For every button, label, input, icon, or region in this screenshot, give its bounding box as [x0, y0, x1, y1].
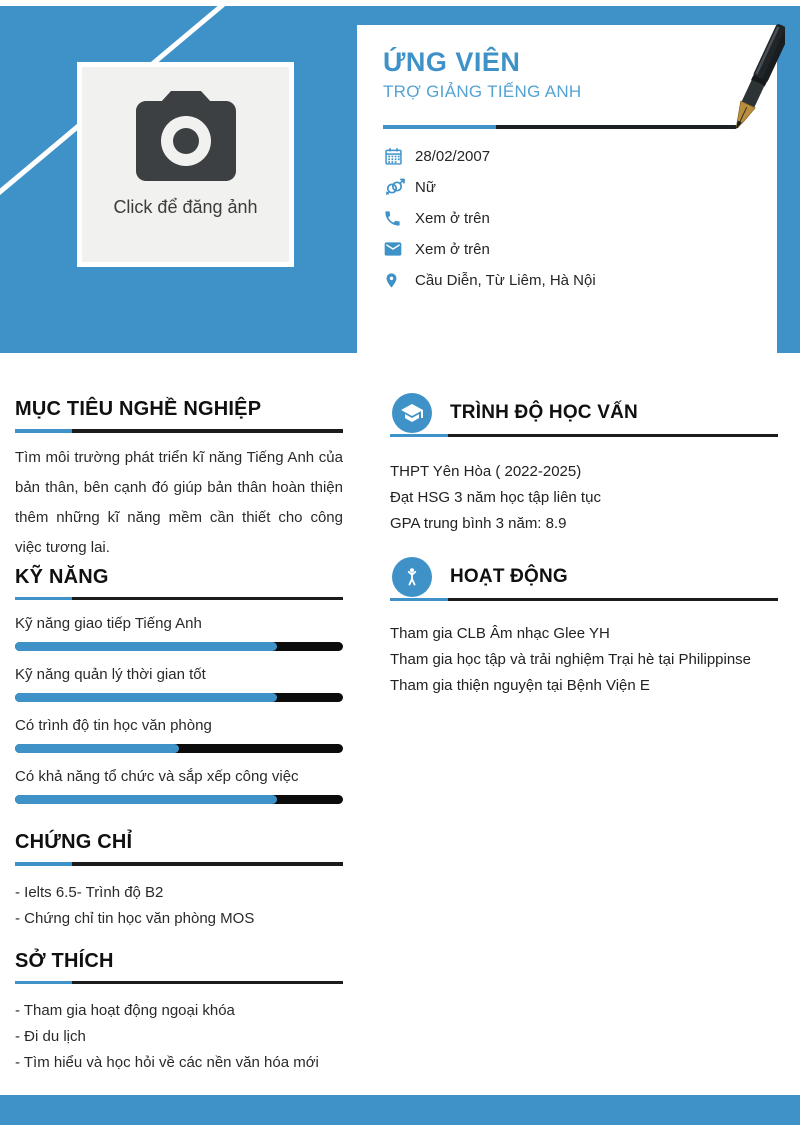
- fountain-pen-illustration: [653, 22, 785, 136]
- hobbies-section: [15, 950, 343, 1077]
- hobbies-heading: SỞ THÍCH: [15, 949, 114, 972]
- contact-row-email: [383, 238, 596, 260]
- contact-row-gender: [383, 176, 596, 198]
- photo-upload-placeholder[interactable]: [77, 62, 294, 267]
- skill-bar: [15, 744, 343, 753]
- graduation-cap-icon: [392, 393, 432, 433]
- skill-bar: [15, 795, 343, 804]
- skill-label: Có khả năng tổ chức và sắp xếp công việc: [15, 768, 299, 785]
- certificates-list: [15, 880, 343, 932]
- skills-section: [15, 566, 343, 805]
- photo-upload-label: Click để đăng ảnh: [113, 197, 258, 217]
- skill-bar: [15, 642, 343, 651]
- email-value: Xem ở trên: [415, 240, 490, 258]
- activity-line: Tham gia học tập và trải nghiệm Trại hè tại Philippinse: [390, 651, 752, 668]
- education-header: [390, 393, 778, 435]
- gender-value: Nữ: [415, 178, 436, 196]
- right-column: [390, 393, 778, 699]
- section-underline: [390, 434, 778, 438]
- contact-list: [383, 145, 596, 291]
- skill-bar-fill: [15, 693, 277, 702]
- contact-row-phone: [383, 207, 596, 229]
- divider-blue-segment: [383, 125, 496, 129]
- skill-bar-fill: [15, 744, 179, 753]
- candidate-name: ỨNG VIÊN: [383, 47, 521, 77]
- contact-row-address: [383, 269, 596, 291]
- skill-label: Kỹ năng giao tiếp Tiếng Anh: [15, 615, 202, 632]
- skills-heading: KỸ NĂNG: [15, 565, 109, 588]
- contact-row-birthday: [383, 145, 596, 167]
- education-section: [390, 393, 778, 537]
- candidate-role: TRỢ GIẢNG TIẾNG ANH: [383, 82, 582, 101]
- certificates-heading: CHỨNG CHỈ: [15, 831, 133, 853]
- phone-value: Xem ở trên: [415, 209, 490, 227]
- activity-line: Tham gia CLB Âm nhạc Glee YH: [390, 625, 610, 642]
- skill-bar: [15, 693, 343, 702]
- camera-icon: [125, 91, 247, 191]
- section-underline: [15, 981, 343, 985]
- phone-icon: [383, 209, 415, 228]
- activities-lines: [390, 621, 778, 699]
- hobby-item: - Tìm hiểu và học hỏi về các nền văn hóa mới: [15, 1054, 319, 1071]
- education-line: GPA trung bình 3 năm: 8.9: [390, 515, 567, 532]
- education-lines: [390, 459, 778, 537]
- activities-heading: HOẠT ĐỘNG: [450, 566, 568, 587]
- activities-section: [390, 557, 778, 699]
- certificate-item: - Ielts 6.5- Trình độ B2: [15, 883, 164, 901]
- activities-header: [390, 557, 778, 599]
- skill-bar-fill: [15, 642, 277, 651]
- section-underline: [15, 429, 343, 433]
- certificates-section: [15, 831, 343, 932]
- section-underline: [15, 862, 343, 866]
- person-icon: [392, 557, 432, 597]
- calendar-icon: [383, 146, 415, 167]
- skill-label: Có trình độ tin học văn phòng: [15, 717, 212, 734]
- footer-bar: [0, 1095, 800, 1125]
- education-line: THPT Yên Hòa ( 2022-2025): [390, 463, 582, 480]
- skill-bar-fill: [15, 795, 277, 804]
- education-heading: TRÌNH ĐỘ HỌC VẤN: [450, 402, 638, 423]
- location-icon: [383, 270, 415, 291]
- hobby-item: - Tham gia hoạt động ngoại khóa: [15, 1002, 235, 1019]
- hobbies-list: [15, 998, 343, 1076]
- left-column: [15, 398, 343, 1076]
- birthday-value: 28/02/2007: [415, 147, 491, 165]
- education-line: Đạt HSG 3 năm học tập liên tục: [390, 489, 601, 506]
- section-underline: [390, 598, 778, 602]
- objective-text: Tìm môi trường phát triển kĩ năng Tiếng Anh của bản thân, bên cạnh đó giúp bản thân hoàn thiện thêm những kĩ năng mềm cần thiết cho công việc tương lai.: [15, 448, 343, 556]
- gender-icon: [383, 175, 415, 199]
- objective-heading: MỤC TIÊU NGHỀ NGHIỆP: [15, 398, 262, 420]
- section-underline: [15, 597, 343, 601]
- skill-label: Kỹ năng quản lý thời gian tốt: [15, 666, 206, 683]
- address-value: Cầu Diễn, Từ Liêm, Hà Nội: [415, 271, 596, 289]
- objective-section: [15, 398, 343, 563]
- activity-line: Tham gia thiện nguyện tại Bệnh Viện E: [390, 677, 650, 694]
- identity-card: [357, 25, 777, 354]
- certificate-item: - Chứng chỉ tin học văn phòng MOS: [15, 909, 255, 927]
- email-icon: [383, 239, 415, 259]
- hobby-item: - Đi du lịch: [15, 1028, 86, 1045]
